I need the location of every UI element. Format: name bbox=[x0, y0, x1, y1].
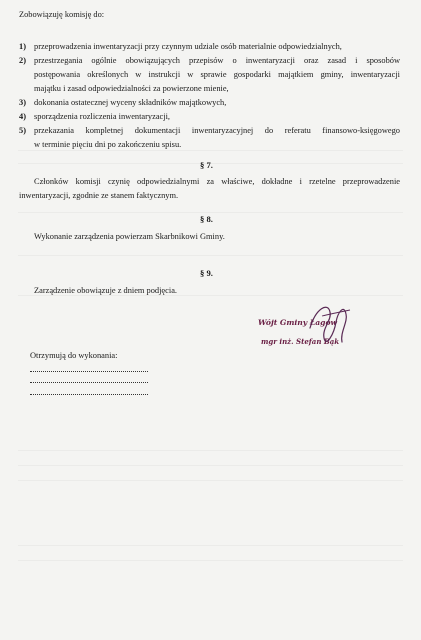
item-number: 4) bbox=[19, 112, 26, 121]
item-text: sporządzenia rozliczenia inwentaryzacji, bbox=[34, 112, 171, 121]
intro-text: Zobowiązuję komisję do: bbox=[19, 10, 105, 19]
item-text: w terminie pięciu dni po zakończeniu spisu. bbox=[34, 140, 182, 149]
item-number: 3) bbox=[19, 98, 26, 107]
recipient-line bbox=[30, 381, 148, 383]
section-text: Członków komisji czynię odpowiedzialnymi za właściwe, dokładne i rzetelne przeprowadzenie bbox=[34, 177, 400, 186]
section-heading: § 8. bbox=[200, 214, 213, 224]
handwritten-signature bbox=[300, 298, 360, 354]
section-heading: § 9. bbox=[200, 268, 213, 278]
item-text: dokonania ostatecznej wyceny składników majątkowych, bbox=[34, 98, 227, 107]
section-text: Wykonanie zarządzenia powierzam Skarbnikowi Gminy. bbox=[34, 232, 225, 241]
recipients-label: Otrzymują do wykonania: bbox=[30, 351, 118, 360]
recipient-line bbox=[30, 393, 148, 395]
item-text: przeprowadzenia inwentaryzacji przy czynnym udziale osób materialnie odpowiedzialnych, bbox=[34, 42, 342, 51]
item-text: majątku i zasad odpowiedzialności za powierzone mienie, bbox=[34, 84, 229, 93]
section-text: inwentaryzacji, zgodnie ze stanem faktycznym. bbox=[19, 191, 179, 200]
item-number: 5) bbox=[19, 126, 26, 135]
section-text: Zarządzenie obowiązuje z dniem podjęcia. bbox=[34, 286, 178, 295]
stamp-name: mgr inż. Stefan Bąk bbox=[261, 337, 340, 346]
section-heading: § 7. bbox=[200, 160, 213, 170]
item-text: postępowania określonych w instrukcji w sprawie gospodarki majątkiem gminy, inwentaryzacji bbox=[34, 70, 400, 79]
stamp-title: Wójt Gminy Łagów bbox=[258, 318, 338, 327]
recipient-line bbox=[30, 370, 148, 372]
item-number: 2) bbox=[19, 56, 26, 65]
item-text: przekazania kompletnej dokumentacji inwentaryzacyjnej do referatu finansowo-księgowego bbox=[34, 126, 400, 135]
item-number: 1) bbox=[19, 42, 26, 51]
item-text: przestrzegania ogólnie obowiązujących przepisów o inwentaryzacji oraz zasad i sposobów bbox=[34, 56, 400, 65]
